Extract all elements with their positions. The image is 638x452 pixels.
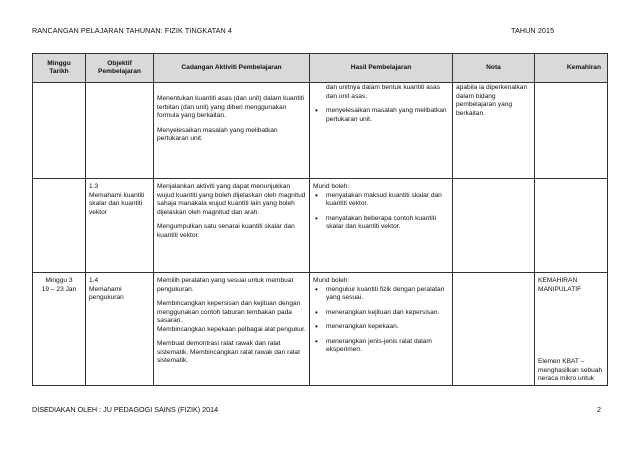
cell-hasil bbox=[310, 179, 453, 273]
hasil-intro: Murid boleh: bbox=[313, 183, 350, 190]
cell-minggu bbox=[33, 83, 86, 179]
cell-objektif bbox=[86, 179, 154, 273]
cell-minggu bbox=[33, 273, 86, 386]
cell-aktiviti bbox=[154, 83, 310, 179]
hasil-bullet: • menerangkan kepekaan. bbox=[313, 323, 449, 332]
cell-nota bbox=[453, 179, 535, 273]
page-header-title: RANCANGAN PELAJARAN TAHUNAN: FIZIK TINGKATAN 4 bbox=[32, 26, 233, 35]
table-row bbox=[33, 273, 608, 386]
hasil-intro: Murid boleh: bbox=[313, 277, 350, 284]
col-header-objektif: Objektif Pembelajaran bbox=[86, 54, 154, 83]
minggu-label: Minggu 3 bbox=[45, 277, 73, 284]
table-row bbox=[33, 83, 608, 179]
aktiviti-text: Menyelesaikan masalah yang melibatkan pertukaran unit. bbox=[157, 126, 278, 142]
hasil-bullet: • menerangkan kejituan dan kepersisan. bbox=[313, 309, 449, 318]
hasil-bullet: • menerangkan jenis-jenis ralat dalam eksperimen. bbox=[313, 338, 449, 355]
cell-hasil bbox=[310, 83, 453, 179]
aktiviti-text: Menjalankan aktiviti yang dapat menunjukkan wujud kuantiti yang boleh dijelaskan oleh magnitud sahaja manakala wujud kuantiti lain yang boleh dijelaskan oleh magnitud dan arah. bbox=[157, 183, 306, 216]
cell-objektif bbox=[86, 273, 154, 386]
cell-minggu bbox=[33, 179, 86, 273]
cell-nota: apabila ia diperkenalkan dalam bidang pembelajaran yang berkaitan. bbox=[453, 83, 535, 179]
col-header-kemahiran: Kemahiran bbox=[535, 54, 608, 83]
objektif-number: 1.4 bbox=[89, 277, 99, 284]
cell-hasil bbox=[310, 273, 453, 386]
table-header-row bbox=[33, 54, 608, 83]
cell-kemahiran bbox=[535, 273, 608, 386]
kemahiran-text: KEMAHIRAN MANIPULATIF bbox=[538, 277, 582, 293]
aktiviti-text: Membincangkan kepekaan pelbagai alat pengukur. bbox=[157, 325, 306, 333]
cell-objektif bbox=[86, 83, 154, 179]
col-header-hasil: Hasil Pembelajaran bbox=[310, 54, 453, 83]
hasil-continued-text: dan unitnya dalam bentuk kuantiti asas dan unit asas. bbox=[326, 84, 440, 100]
col-header-minggu: Minggu Tarikh bbox=[33, 54, 86, 83]
aktiviti-text: Membuat demontrasi ralat rawak dan ralat sistematik. Membincangkan ralat rawak dan ralat sistematik. bbox=[157, 340, 300, 364]
aktiviti-text: Menentukan kuantiti asas (dan unit) dalam kuantiti terbitan (dan unit) yang diberi menggunakan formula yang berkaitan. bbox=[157, 95, 304, 119]
col-header-cadangan: Cadangan Aktiviti Pembelajaran bbox=[154, 54, 310, 83]
cell-aktiviti bbox=[154, 179, 310, 273]
objektif-text: Memahami pengukuran bbox=[89, 285, 124, 301]
cell-kemahiran bbox=[535, 179, 608, 273]
page-header-year: TAHUN 2015 bbox=[511, 26, 555, 35]
hasil-bullet: • menyelesaikan masalah yang melibatkan pertukaran unit. bbox=[313, 107, 449, 124]
col-header-nota: Nota bbox=[453, 54, 535, 83]
tarikh-label: 19 – 23 Jan bbox=[41, 285, 77, 293]
aktiviti-text: Membincangkan kepersisan dan kejituan dengan menggunakan contoh taburan tembakan pada sasaran. bbox=[157, 300, 301, 324]
kbat-text: Elemen KBAT – menghasilkan sebuah neraca mikro untuk bbox=[538, 358, 603, 382]
objektif-number: 1.3 bbox=[89, 183, 99, 190]
table-row bbox=[33, 179, 608, 273]
hasil-bullet: • menyatakan maksud kuantiti skalar dan kuantiti vektor. bbox=[313, 192, 449, 209]
lesson-plan-table bbox=[32, 53, 608, 386]
objektif-text: Memahami kuantiti skalar dan kuantiti vektor bbox=[89, 191, 145, 216]
hasil-bullet: • mengukur kuantiti fizik dengan peralatan yang sesuai. bbox=[313, 286, 449, 303]
cell-nota bbox=[453, 273, 535, 386]
hasil-bullet: • menyatakan beberapa contoh kuantiti skalar dan kuantiti vektor. bbox=[313, 215, 449, 232]
cell-kemahiran bbox=[535, 83, 608, 179]
aktiviti-text: Mengumpulkan satu senarai kuantiti skalar dan kuantiti vektor. bbox=[157, 223, 295, 239]
page-footer-text: DISEDIAKAN OLEH : JU PEDAGOGI SAINS (FIZIK) 2014 bbox=[32, 405, 219, 414]
aktiviti-text: Memilih peralatan yang sesuai untuk membuat pengukuran. bbox=[157, 277, 294, 293]
cell-aktiviti bbox=[154, 273, 310, 386]
page-number: 2 bbox=[597, 405, 601, 414]
